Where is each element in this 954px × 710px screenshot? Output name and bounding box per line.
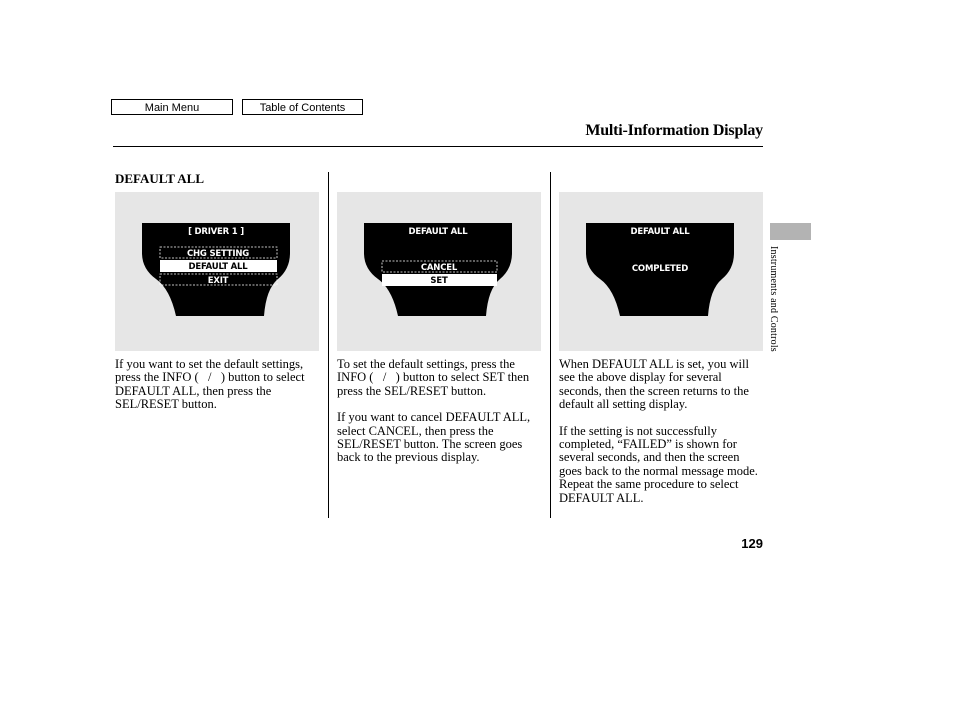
section-heading: DEFAULT ALL	[115, 171, 204, 186]
column-divider	[550, 172, 551, 518]
column-divider	[328, 172, 329, 518]
title-rule	[113, 146, 763, 147]
paragraph: To set the default settings, press the INFO ( / ) button to select SET then press the SEL/RESET button.	[337, 357, 530, 398]
screen-title: DEFAULT ALL	[408, 227, 468, 237]
section-tab[interactable]	[770, 223, 811, 240]
screen-option-chg-setting: CHG SETTING	[186, 249, 250, 259]
paragraph: If the setting is not successfully completed, “FAILED” is shown for several seconds, and then the screen goes back to the normal message mode. Repeat the same procedure to select DEFAULT ALL.	[559, 423, 758, 505]
screen-option-exit: EXIT	[207, 276, 229, 286]
column-3-text	[559, 358, 765, 518]
screen-option-default-all: DEFAULT ALL	[188, 262, 248, 272]
display-illustration-driver	[115, 192, 319, 351]
table-of-contents-button[interactable]: Table of Contents	[242, 99, 363, 115]
screen-option-cancel: CANCEL	[420, 263, 458, 273]
display-illustration-confirm	[337, 192, 541, 351]
display-screen	[362, 223, 515, 316]
screen-message-completed: COMPLETED	[631, 264, 689, 274]
column-2-text	[337, 358, 547, 478]
paragraph: If you want to cancel DEFAULT ALL, select CANCEL, then press the SEL/RESET button. The screen goes back to the previous display.	[337, 410, 531, 465]
section-tab-label: Instruments and Controls	[768, 246, 779, 352]
screen-title: DEFAULT ALL	[630, 227, 690, 237]
paragraph: If you want to set the default settings, press the INFO ( / ) button to select DEFAULT ALL, then press the SEL/RESET button.	[115, 357, 305, 412]
page-number: 129	[741, 536, 763, 551]
display-screen	[140, 223, 293, 316]
column-1-text	[115, 358, 325, 425]
main-menu-button[interactable]: Main Menu	[111, 99, 233, 115]
screen-title: [ DRIVER 1 ]	[188, 227, 244, 237]
paragraph: When DEFAULT ALL is set, you will see the above display for several seconds, then the screen returns to the default all setting display.	[559, 357, 749, 412]
display-illustration-completed	[559, 192, 763, 351]
page-title: Multi-Information Display	[585, 122, 763, 139]
display-screen	[584, 223, 737, 316]
screen-option-set: SET	[430, 276, 448, 286]
